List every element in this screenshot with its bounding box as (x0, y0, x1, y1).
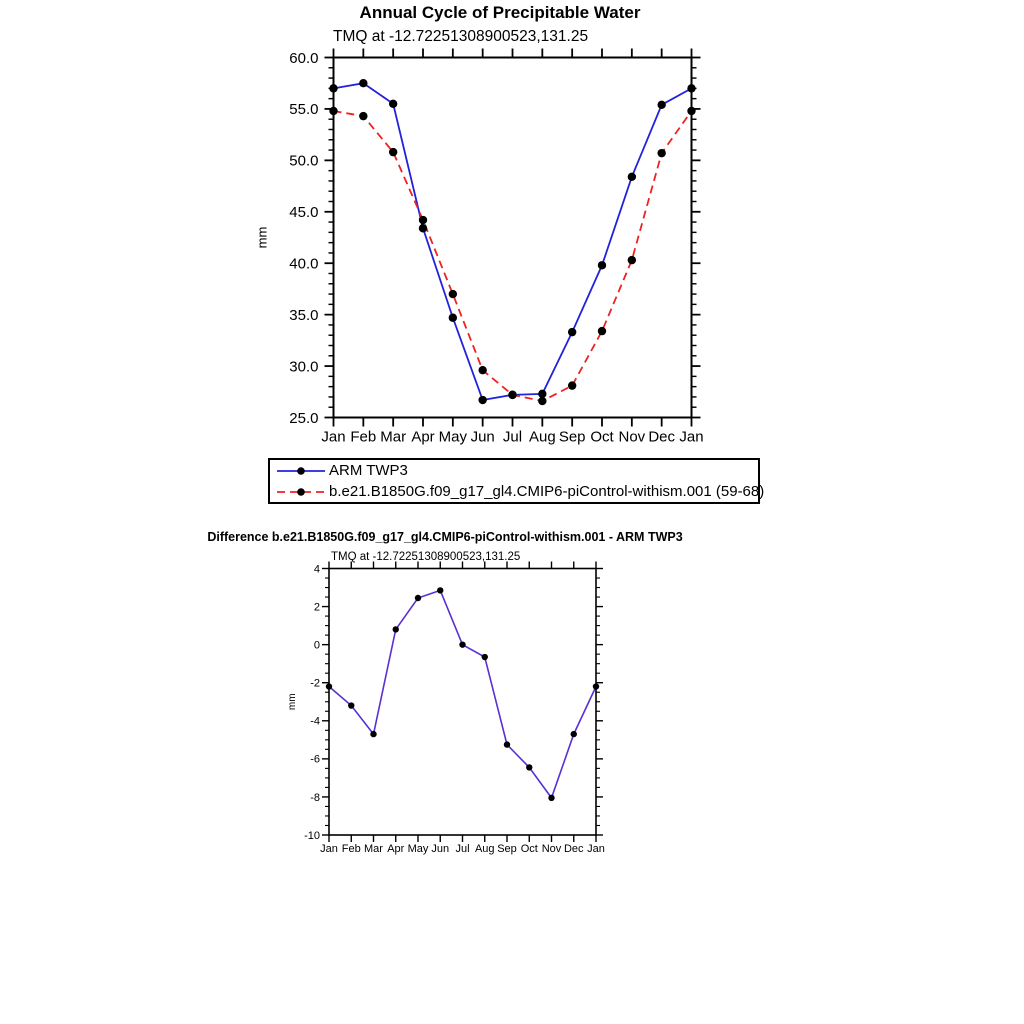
legend-item (276, 460, 758, 481)
legend-marker (297, 488, 305, 496)
x-tick-label: Aug (474, 843, 495, 855)
y-tick-label: 0 (313, 639, 320, 652)
x-tick-label: Mar (364, 843, 383, 855)
x-tick-label: Dec (563, 843, 584, 855)
x-tick-label: Feb (350, 428, 377, 446)
y-tick-label: 60.0 (289, 49, 319, 67)
y-tick-label: -10 (304, 829, 320, 842)
y-axis-ticks (322, 569, 603, 836)
data-point (598, 261, 606, 269)
data-point (415, 595, 421, 601)
x-tick-label: May (407, 843, 429, 855)
data-point (449, 314, 457, 322)
y-tick-label: -8 (310, 791, 320, 804)
legend-label: b.e21.B1850G.f09_g17_gl4.CMIP6-piControl-withism.001 (59-68) (329, 483, 765, 500)
y-tick-label: -2 (310, 677, 320, 690)
y-axis-ticks (325, 58, 701, 418)
data-point (598, 327, 606, 335)
data-point (449, 290, 457, 298)
x-axis-labels (320, 843, 605, 855)
x-tick-label: Jan (679, 428, 704, 446)
data-point (628, 256, 636, 264)
annual-cycle-chart (255, 49, 704, 446)
y-tick-label: 55.0 (289, 101, 319, 119)
x-axis-ticks (329, 562, 596, 843)
x-tick-label: Jan (320, 843, 338, 855)
x-tick-label: Jun (431, 843, 450, 855)
data-point (526, 764, 532, 770)
data-point (478, 396, 486, 404)
y-tick-label: -4 (310, 715, 320, 728)
data-point (419, 216, 427, 224)
data-point (548, 795, 554, 801)
x-tick-label: Aug (528, 428, 556, 446)
x-tick-label: Jan (321, 428, 346, 446)
data-point (329, 107, 337, 115)
data-point (628, 173, 636, 181)
y-tick-label: 45.0 (289, 204, 319, 222)
series-markers (326, 587, 599, 801)
data-point (419, 224, 427, 232)
plot-frame (329, 569, 596, 836)
data-point (389, 148, 397, 156)
x-tick-label: Mar (380, 428, 407, 446)
chart1-title: Annual Cycle of Precipitable Water (359, 3, 641, 22)
x-tick-label: Jun (470, 428, 495, 446)
x-tick-label: Sep (558, 428, 586, 446)
data-point (326, 683, 332, 689)
data-point (504, 741, 510, 747)
x-tick-label: Sep (497, 843, 517, 855)
y-tick-label: 25.0 (289, 409, 319, 427)
x-tick-label: Feb (341, 843, 361, 855)
data-point (687, 84, 695, 92)
y-axis-title: mm (254, 226, 270, 249)
data-point (482, 654, 488, 660)
series-markers (329, 79, 695, 404)
data-point (593, 683, 599, 689)
y-tick-label: 4 (313, 563, 320, 576)
y-axis-minor-ticks (329, 68, 697, 407)
difference-chart (287, 562, 605, 856)
data-point (538, 397, 546, 405)
data-point (687, 107, 695, 115)
data-point (437, 587, 443, 593)
series-line (329, 590, 596, 797)
data-point (657, 101, 665, 109)
legend-item (276, 481, 765, 502)
x-axis-labels (321, 429, 703, 446)
data-point (571, 731, 577, 737)
y-tick-label: -6 (310, 753, 320, 766)
y-axis-title: mm (287, 693, 298, 711)
data-point (538, 390, 546, 398)
x-tick-label: May (438, 428, 468, 446)
legend-marker (297, 467, 305, 475)
chart2-subtitle: TMQ at -12.72251308900523,131.25 (331, 551, 521, 563)
x-tick-label: Nov (541, 843, 562, 855)
x-tick-label: Oct (590, 428, 614, 446)
data-point (393, 626, 399, 632)
data-point (348, 702, 354, 708)
data-point (508, 391, 516, 399)
chart1-subtitle: TMQ at -12.72251308900523,131.25 (333, 28, 589, 45)
data-point (389, 100, 397, 108)
x-tick-label: Jul (455, 843, 470, 855)
legend-line-sample (276, 486, 326, 498)
x-tick-label: Nov (618, 428, 646, 446)
data-point (329, 84, 337, 92)
data-point (478, 366, 486, 374)
x-tick-label: Apr (387, 843, 405, 855)
data-point (370, 731, 376, 737)
x-tick-label: Oct (520, 843, 538, 855)
data-point (359, 79, 367, 87)
series-markers (329, 107, 695, 405)
series-line (334, 111, 692, 401)
y-axis-labels (304, 563, 320, 842)
data-point (568, 328, 576, 336)
x-tick-label: Jul (502, 428, 523, 446)
y-tick-label: 2 (313, 601, 320, 614)
y-axis-labels (289, 50, 318, 427)
x-tick-label: Jan (587, 843, 605, 855)
y-tick-label: 30.0 (289, 358, 319, 376)
chart2-title: Difference b.e21.B1850G.f09_g17_gl4.CMIP6-piControl-withism.001 - ARM TWP3 (207, 530, 683, 544)
data-point (657, 149, 665, 157)
y-axis-minor-ticks (325, 578, 600, 825)
data-point (359, 112, 367, 120)
data-point (459, 641, 465, 647)
y-tick-label: 35.0 (289, 306, 319, 324)
y-tick-label: 50.0 (289, 152, 319, 170)
data-point (568, 381, 576, 389)
legend-line-sample (276, 465, 326, 477)
y-tick-label: 40.0 (289, 255, 319, 273)
x-tick-label: Dec (648, 428, 676, 446)
legend-label: ARM TWP3 (329, 462, 408, 479)
x-tick-label: Apr (411, 428, 435, 446)
legend-box (268, 458, 765, 504)
